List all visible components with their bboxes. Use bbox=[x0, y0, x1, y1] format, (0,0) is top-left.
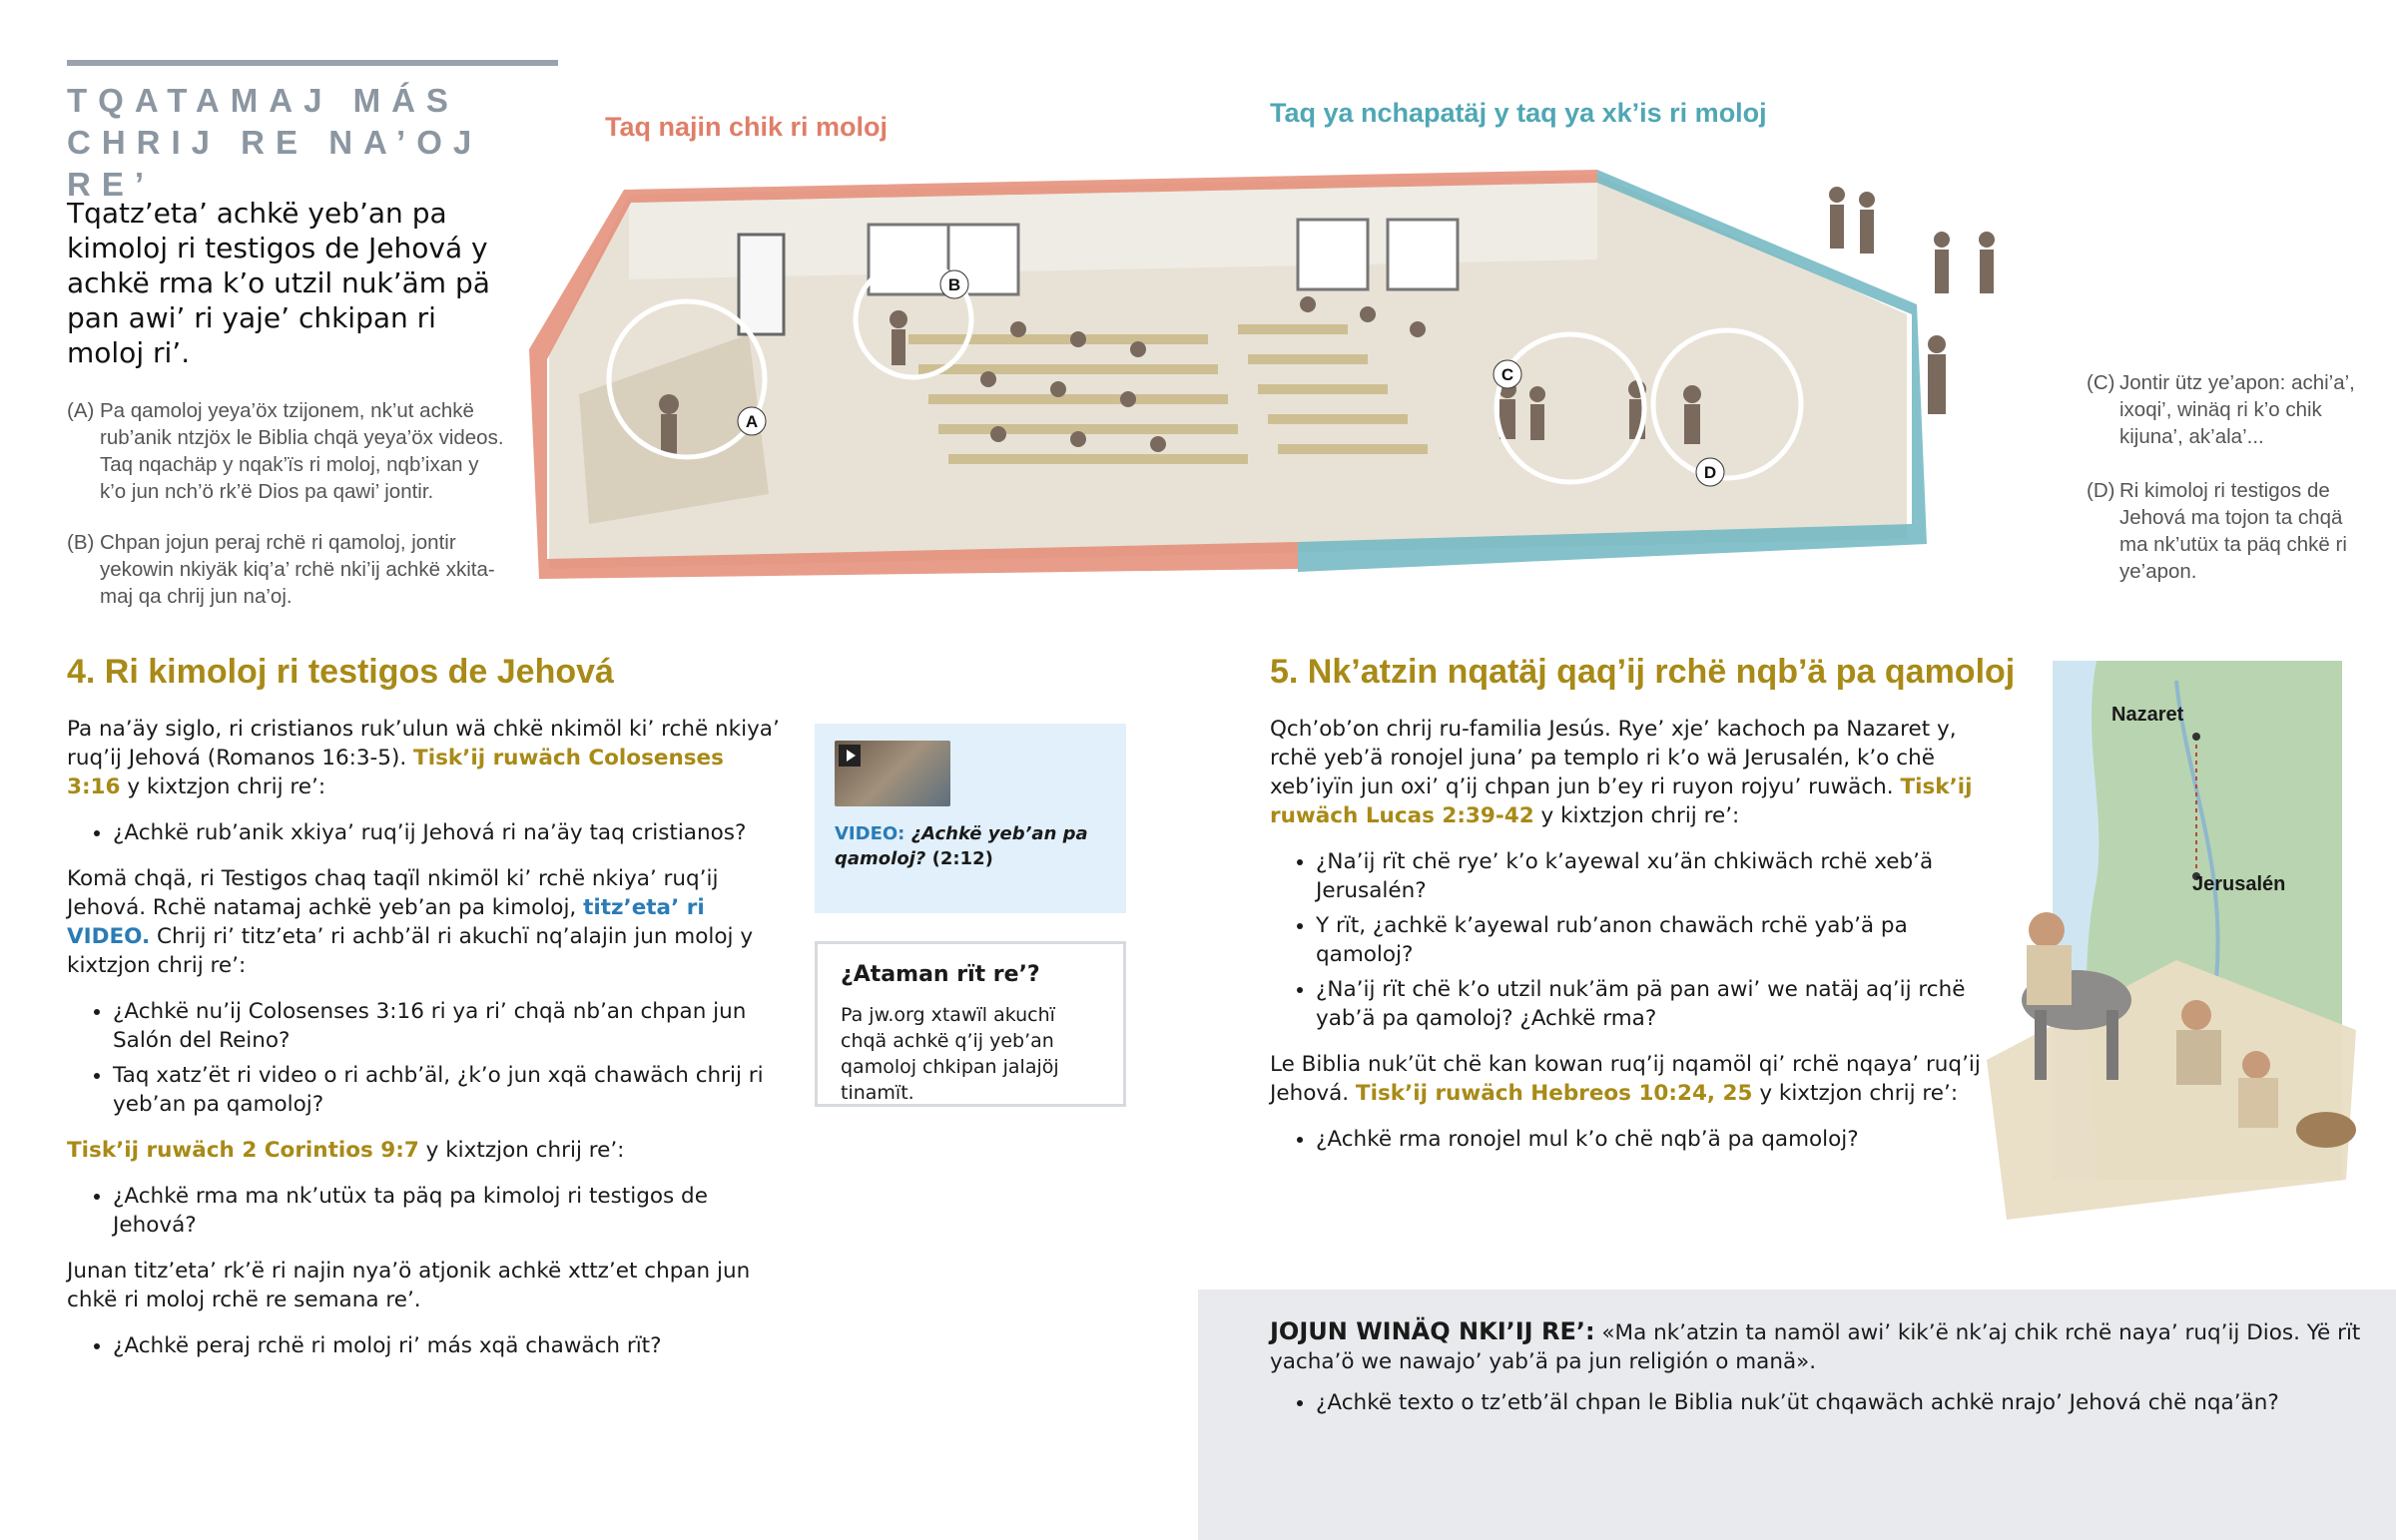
video-thumbnail[interactable] bbox=[835, 741, 950, 806]
text: Pa na’äy siglo, ri cristianos ruk’ulun wä chkë nkimöl ki’ rchë nkiya’ ruq’ij Jehová (Romanos 16:3-5). bbox=[67, 717, 780, 770]
section-4-heading: 4. Ri kimoloj ri testigos de Jehová bbox=[67, 653, 614, 691]
objection-box bbox=[1198, 1289, 2396, 1540]
question-list bbox=[1270, 1125, 1989, 1154]
question-list bbox=[1270, 847, 1989, 1033]
did-you-know-box bbox=[815, 941, 1126, 1107]
label-before-after-meeting: Taq ya nchapatäj y taq ya xk’is ri moloj bbox=[1270, 98, 1767, 128]
question-list bbox=[67, 1182, 781, 1240]
section-4-para-1 bbox=[67, 715, 781, 801]
section-kicker bbox=[67, 80, 586, 206]
question: • ¿Achkë peraj rchë ri moloj ri’ más xqä chawäch rït? bbox=[113, 1331, 781, 1360]
question: • ¿Achkë nu’ij Colosenses 3:16 ri ya ri’ chqä nb’an chpan jun Salón del Reino? bbox=[113, 997, 781, 1055]
kicker-line-1: TQATAMAJ MÁS bbox=[67, 82, 459, 119]
kingdom-hall-illustration bbox=[519, 165, 2116, 604]
caption-a bbox=[67, 397, 509, 505]
text: Qch’ob’on chrij ru-familia Jesús. Rye’ xje’ kachoch pa Nazaret y, rchë yeb’ä ronojel juna’ pa templo ri k’o wä Jerusalén, k’o chë xeb’iyïn jun oxi’ q’ij chpan jun b’ey ri ruyon rojyu’ ruwäch. bbox=[1270, 717, 1957, 799]
caption-b bbox=[67, 529, 509, 610]
video-caption bbox=[835, 821, 1104, 871]
caption-c-text: Jontir ütz ye’apon: achi’a’, ixoqi’, winäq ri k’o chik kijuna’, ak’ala’... bbox=[2119, 371, 2355, 448]
caption-b-label: (B) bbox=[67, 531, 95, 554]
video-box[interactable] bbox=[815, 724, 1126, 913]
caption-c bbox=[2087, 369, 2359, 450]
question: • ¿Na’ij rït chë k’o utzil nuk’äm pä pan awi’ we natäj aq’ij rchë yab’ä pa qamoloj? ¿Achkë rma? bbox=[1316, 975, 1989, 1033]
question: • Y rït, ¿achkë k’ayewal rub’anon chawäch rchë yab’ä pa qamoloj? bbox=[1316, 911, 1989, 969]
scripture-link-lucas[interactable]: Tisk’ij ruwäch Lucas 2:39-42 bbox=[1270, 774, 1973, 828]
section-5-para-2 bbox=[1270, 1050, 1989, 1108]
scene-marker-a: A bbox=[745, 412, 759, 431]
video-title: ¿Achkë yeb’an pa qamoloj? bbox=[835, 823, 1088, 869]
video-link[interactable]: titz’eta’ ri VIDEO. bbox=[67, 895, 705, 949]
question: • ¿Achkë texto o tz’etb’äl chpan le Biblia nuk’üt chqawäch achkë nrajo’ Jehová chë nqa’än? bbox=[1316, 1388, 2368, 1417]
scene-marker-d: D bbox=[1703, 463, 1717, 482]
caption-d-label: (D) bbox=[2087, 479, 2115, 502]
scene-marker-c: C bbox=[1500, 365, 1514, 384]
section-4-body bbox=[67, 715, 781, 1377]
map-illustration bbox=[1927, 661, 2376, 1230]
question: • ¿Achkë rub’anik xkiya’ ruq’ij Jehová ri na’äy taq cristianos? bbox=[113, 818, 781, 847]
play-icon[interactable] bbox=[839, 745, 861, 767]
label-during-meeting: Taq najin chik ri moloj bbox=[605, 112, 889, 142]
objection-lead: JOJUN WINÄQ NKI’IJ RE’: bbox=[1270, 1317, 1595, 1345]
section-4-para-2 bbox=[67, 864, 781, 980]
video-duration: (2:12) bbox=[931, 848, 993, 869]
question: • Taq xatz’ët ri video o ri achb’äl, ¿k’o jun xqä chawäch chrij ri yeb’an pa qamoloj? bbox=[113, 1061, 781, 1119]
map-label-nazaret: Nazaret bbox=[2111, 704, 2184, 726]
question: • ¿Na’ij rït chë rye’ k’o k’ayewal xu’än chkiwäch rchë xeb’ä Jerusalén? bbox=[1316, 847, 1989, 905]
text: Le Biblia nuk’üt chë kan kowan ruq’ij nqamöl qi’ rchë nqaya’ ruq’ij Jehová. bbox=[1270, 1052, 1981, 1106]
section-5-body bbox=[1270, 715, 1989, 1171]
did-you-know-title: ¿Ataman rït re’? bbox=[841, 962, 1040, 987]
objection-content bbox=[1270, 1317, 2368, 1417]
question-list bbox=[67, 818, 781, 847]
scripture-link-colosenses[interactable]: Tisk’ij ruwäch Colosenses 3:16 bbox=[67, 746, 724, 799]
intro-text: Tqatz’eta’ achkë yeb’an pa kimoloj ri testigos de Jehová y achkë rma k’o utzil nuk’äm pä pan awi’ ri yaje’ chkipan ri moloj ri’. bbox=[67, 197, 490, 369]
video-label: VIDEO: bbox=[835, 823, 905, 844]
header-rule bbox=[67, 60, 558, 66]
caption-d-text: Ri kimoloj ri testigos de Jehová ma tojon ta chqä ma nk’utüx ta päq chkë ri ye’apon. bbox=[2119, 479, 2347, 583]
scripture-link-hebreos[interactable]: Tisk’ij ruwäch Hebreos 10:24, 25 bbox=[1355, 1081, 1753, 1106]
kicker-line-2: CHRIJ RE NA’OJ RE’ bbox=[67, 124, 483, 203]
question-list bbox=[67, 1331, 781, 1360]
text: y kixtzjon chrij re’: bbox=[1752, 1081, 1959, 1106]
scene-marker-b: B bbox=[947, 275, 961, 294]
section-4-para-3 bbox=[67, 1136, 781, 1165]
section-5-para-1 bbox=[1270, 715, 1989, 830]
caption-a-text: Pa qamoloj yeya’öx tzijonem, nk’ut achkë rub’anik ntzjöx le Biblia chqä yeya’öx videos. Taq nqachäp y nqak’ïs ri moloj, nqb’ixan y k’o jun nch’ö rk’ë Dios pa qawi’ jontir. bbox=[100, 399, 504, 503]
section-5-heading: 5. Nk’atzin nqatäj qaq’ij rchë nqb’ä pa qamoloj bbox=[1270, 653, 2016, 691]
question-list bbox=[1270, 1388, 2368, 1417]
scripture-link-corintios[interactable]: Tisk’ij ruwäch 2 Corintios 9:7 bbox=[67, 1138, 419, 1163]
question-list bbox=[67, 997, 781, 1119]
map-label-jerusalen: Jerusalén bbox=[2192, 873, 2286, 895]
objection-quote: «Ma nk’atzin ta namöl awi’ kik’ë nk’aj chik rchë naya’ ruq’ij Dios. Yë rït yacha’ö we nawajo’ yab’ä pa jun religión o manä». bbox=[1270, 1320, 2361, 1374]
section-4-para-4: Junan titz’eta’ rk’ë ri najin nya’ö atjonik achkë xttz’et chpan jun chkë ri moloj rchë re semana re’. bbox=[67, 1259, 751, 1312]
caption-c-label: (C) bbox=[2087, 371, 2115, 394]
caption-b-text: Chpan jojun peraj rchë ri qamoloj, jontir yekowin nkiyäk kiq’a’ rchë nki’ij achkë xkita-maj qa chrij jun na’oj. bbox=[100, 531, 495, 608]
caption-a-label: (A) bbox=[67, 399, 95, 422]
question: • ¿Achkë rma ronojel mul k’o chë nqb’ä pa qamoloj? bbox=[1316, 1125, 1989, 1154]
did-you-know-text: Pa jw.org xtawïl akuchï chqä achkë q’ij yeb’an qamoloj chkipan jalajöj tinamït. bbox=[841, 1004, 1059, 1104]
text: Chrij ri’ titz’eta’ ri achb’äl ri akuchï nq’alajin jun moloj y kixtzjon chrij re’: bbox=[67, 924, 754, 978]
text: y kixtzjon chrij re’: bbox=[418, 1138, 625, 1163]
caption-d bbox=[2087, 477, 2359, 585]
question: • ¿Achkë rma ma nk’utüx ta päq pa kimoloj ri testigos de Jehová? bbox=[113, 1182, 781, 1240]
text: y kixtzjon chrij re’: bbox=[1533, 803, 1740, 828]
text: y kixtzjon chrij re’: bbox=[120, 774, 326, 799]
text: Komä chqä, ri Testigos chaq taqïl nkimöl ki’ rchë nkiya’ ruq’ij Jehová. Rchë natamaj achkë yeb’an pa kimoloj, bbox=[67, 866, 719, 920]
